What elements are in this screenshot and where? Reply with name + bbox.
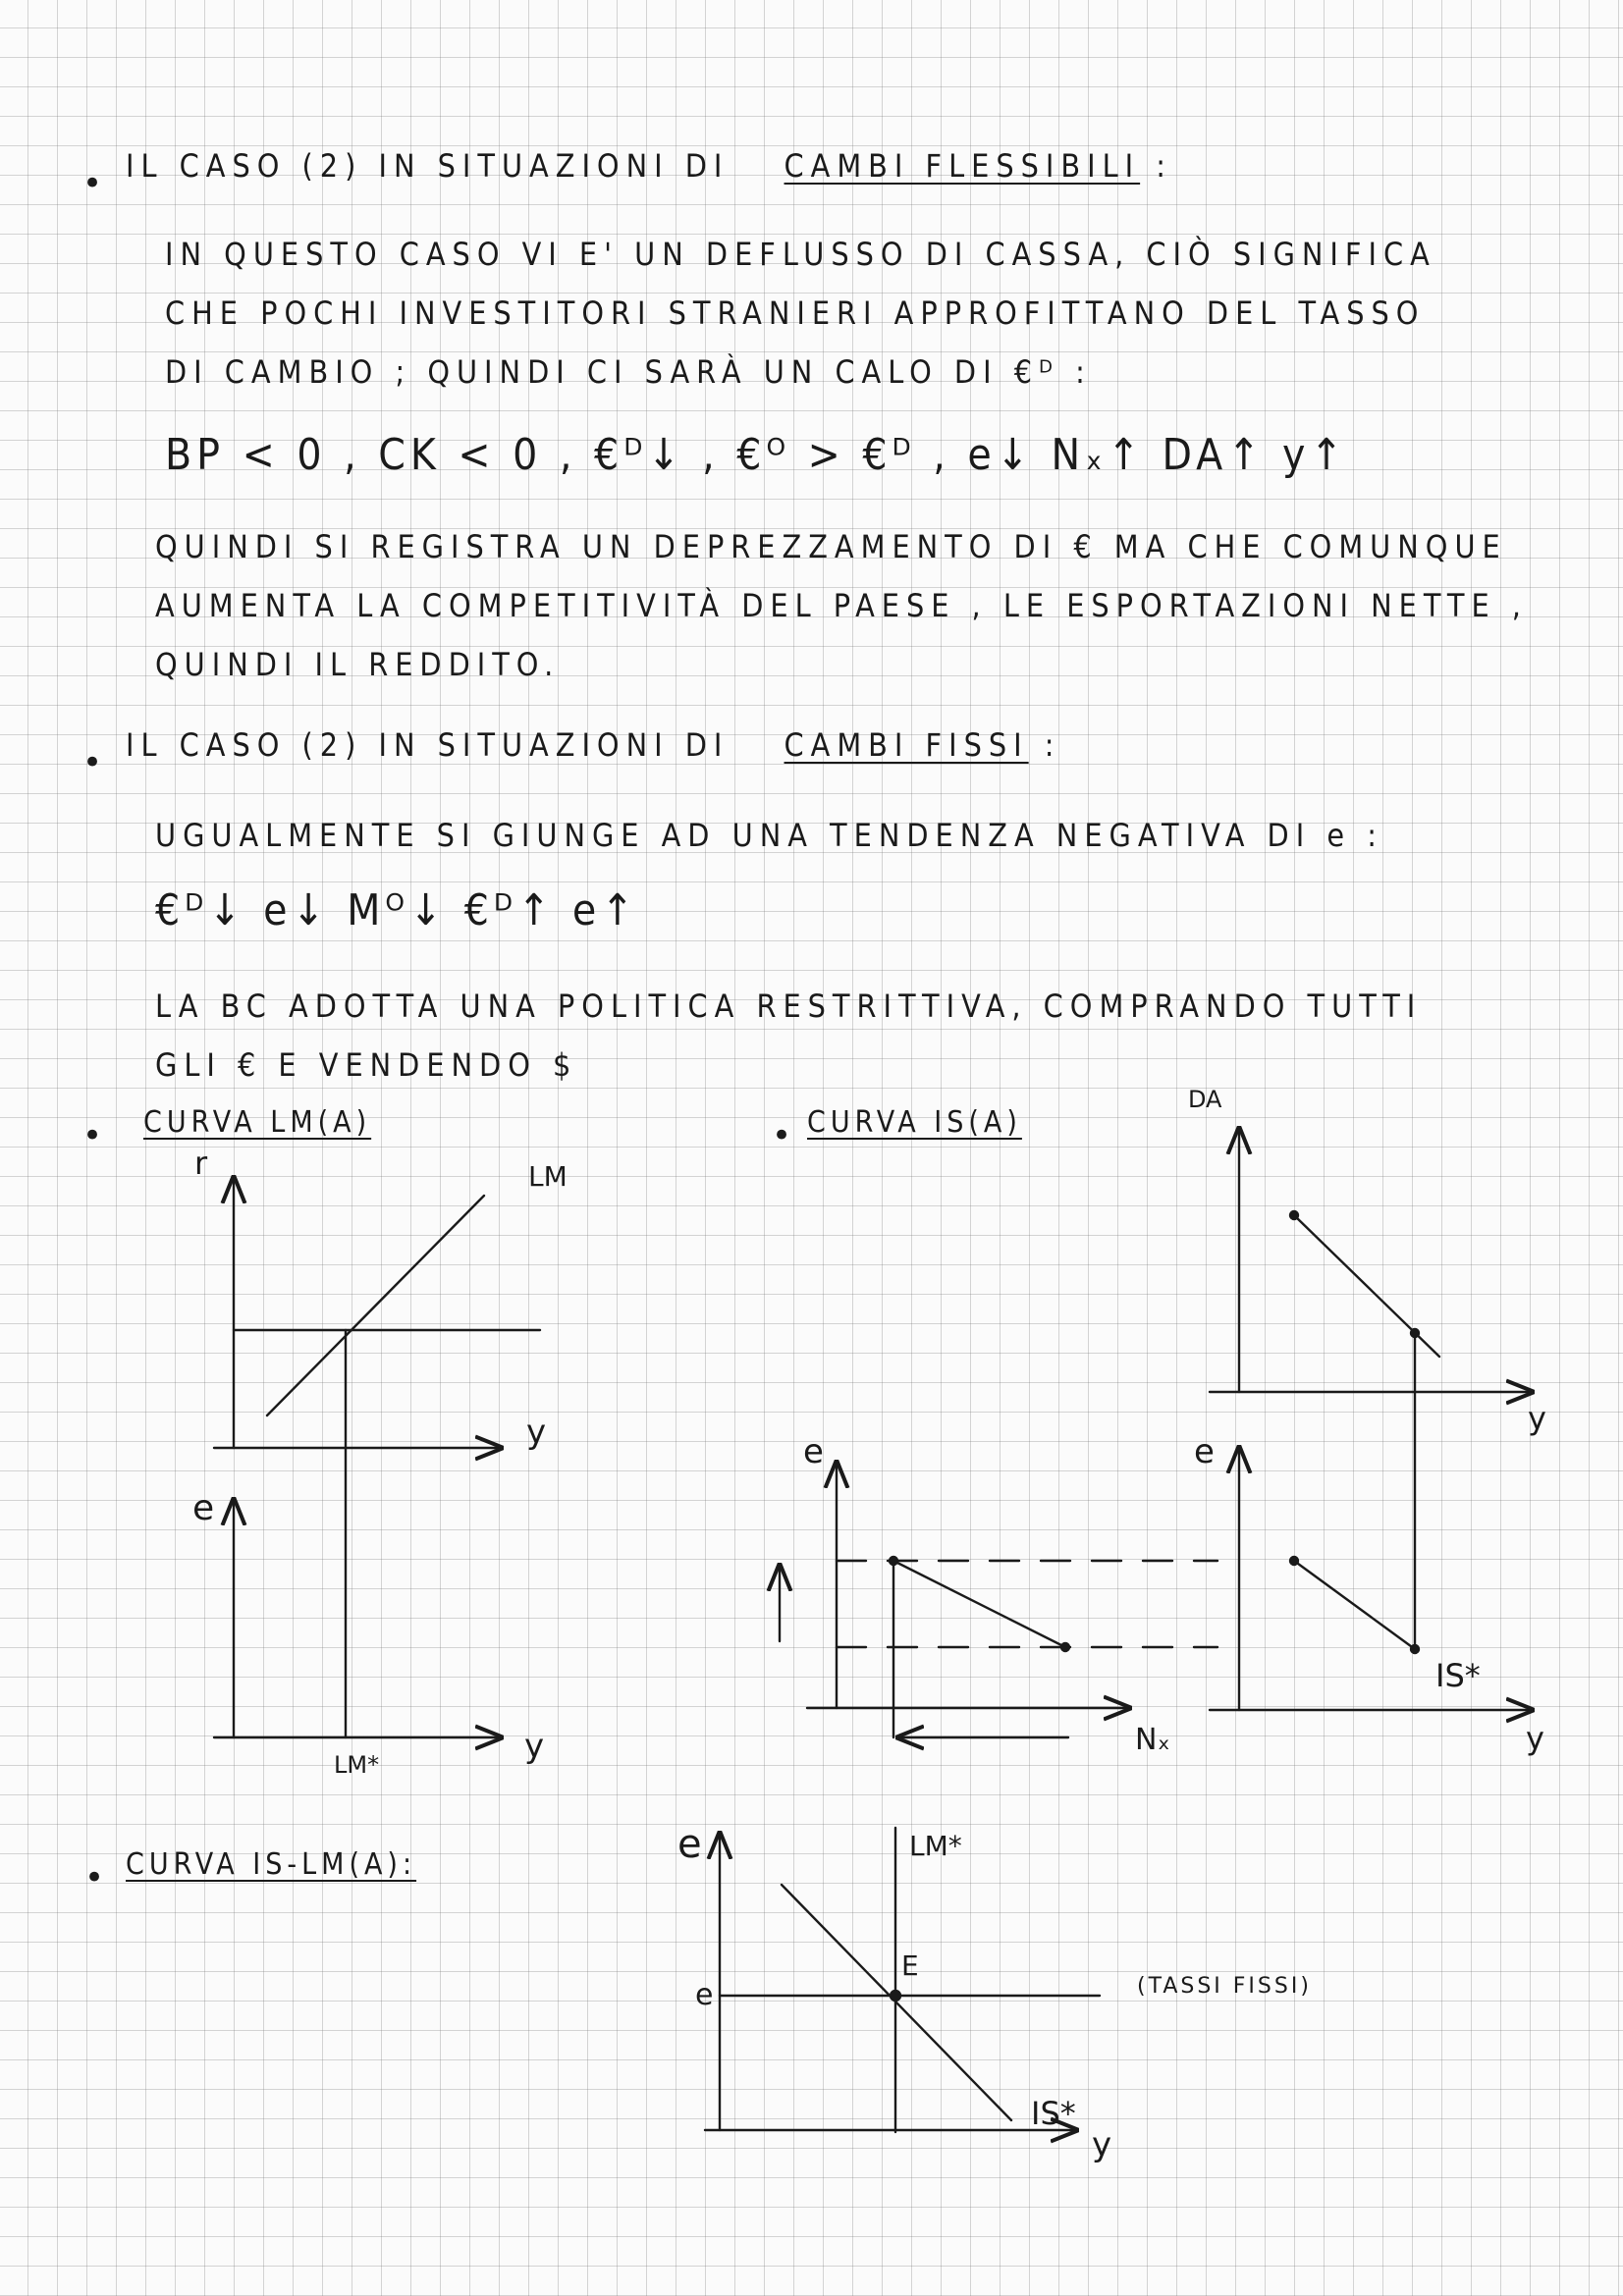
- lm-star-label: LM*: [334, 1751, 380, 1779]
- section2-line: UGUALMENTE SI GIUNGE AD UNA TENDENZA NEGATIVA DI e :: [155, 817, 1383, 854]
- islm-level-label: e: [695, 1978, 714, 2012]
- lm-bottom-y-label: e: [192, 1488, 215, 1528]
- section1-line: CHE POCHI INVESTITORI STRANIERI APPROFITTANO DEL TASSO: [165, 294, 1426, 332]
- section1-formula: BP < 0 , CK < 0 , €ᴰ↓ , €ᴼ > €ᴰ , e↓ Nₓ↑ DA↑ y↑: [165, 430, 1348, 480]
- section2-line: GLI € E VENDENDO $: [155, 1046, 578, 1084]
- lm-bottom-x-label: y: [524, 1727, 545, 1766]
- is-star-point: [1411, 1645, 1419, 1653]
- is-nx-line: [893, 1561, 1065, 1647]
- islm-y-label: e: [677, 1822, 702, 1867]
- is-star-curve: [1294, 1561, 1415, 1649]
- is-star-point: [1290, 1557, 1298, 1565]
- bullet: •: [84, 1858, 105, 1897]
- section2-heading-suffix: :: [1044, 726, 1061, 764]
- section1-line: DI CAMBIO ; QUINDI CI SARÀ UN CALO DI €ᴰ :: [165, 353, 1092, 391]
- section1-line: IN QUESTO CASO VI E' UN DEFLUSSO DI CASSA, CIÒ SIGNIFICA: [165, 236, 1436, 273]
- is-da-point: [1290, 1211, 1298, 1219]
- islm-note: (TASSI FISSI): [1137, 1974, 1312, 1999]
- is-top-x-label: y: [1528, 1400, 1546, 1437]
- lm-top-y-label: r: [194, 1145, 208, 1182]
- lm-curve-label: LM: [528, 1160, 568, 1193]
- is-mid-y-label: e: [803, 1432, 824, 1471]
- section1-conclusion: QUINDI IL REDDITO.: [155, 646, 561, 683]
- bullet: •: [772, 1116, 792, 1155]
- graph-lm-heading: CURVA LM(A): [143, 1105, 372, 1140]
- section2-formula: €ᴰ↓ e↓ Mᴼ↓ €ᴰ↑ e↑: [155, 885, 639, 935]
- islm-lm-star-label: LM*: [909, 1830, 962, 1862]
- bullet: •: [82, 743, 103, 782]
- islm-equilibrium-label: E: [901, 1949, 919, 1982]
- section1-heading-suffix: :: [1156, 147, 1172, 185]
- section1-conclusion: QUINDI SI REGISTRA UN DEPREZZAMENTO DI € MA CHE COMUNQUE: [155, 528, 1507, 565]
- bullet: •: [82, 164, 103, 203]
- graph-lm: [214, 1178, 540, 1737]
- islm-is-star-label: IS*: [1031, 2095, 1076, 2132]
- bullet: •: [82, 1116, 103, 1155]
- graph-islm-heading: CURVA IS-LM(A):: [126, 1847, 417, 1882]
- islm-x-label: y: [1092, 2125, 1112, 2164]
- is-mid-x-label: Nₓ: [1135, 1723, 1170, 1757]
- is-top-y-label: DA: [1188, 1086, 1222, 1113]
- section2-heading-prefix: IL CASO (2) IN SITUAZIONI DI: [126, 726, 730, 764]
- is-right-x-label: y: [1526, 1720, 1544, 1757]
- section2-heading-underlined: CAMBI FISSI: [784, 726, 1029, 764]
- islm-equilibrium-point: [891, 1991, 900, 2001]
- is-right-y-label: e: [1194, 1432, 1215, 1471]
- section1-heading-prefix: IL CASO (2) IN SITUAZIONI DI: [126, 147, 730, 185]
- graph-is: [780, 1129, 1532, 1737]
- section1-heading-underlined: CAMBI FLESSIBILI: [784, 147, 1141, 185]
- section2-line: LA BC ADOTTA UNA POLITICA RESTRITTIVA, COMPRANDO TUTTI: [155, 988, 1423, 1025]
- lm-top-x-label: y: [526, 1413, 547, 1452]
- lm-curve: [267, 1196, 484, 1415]
- is-star-label: IS*: [1435, 1657, 1481, 1694]
- section1-conclusion: AUMENTA LA COMPETITIVITÀ DEL PAESE , LE ESPORTAZIONI NETTE ,: [155, 587, 1528, 624]
- graph-is-heading: CURVA IS(A): [807, 1105, 1022, 1140]
